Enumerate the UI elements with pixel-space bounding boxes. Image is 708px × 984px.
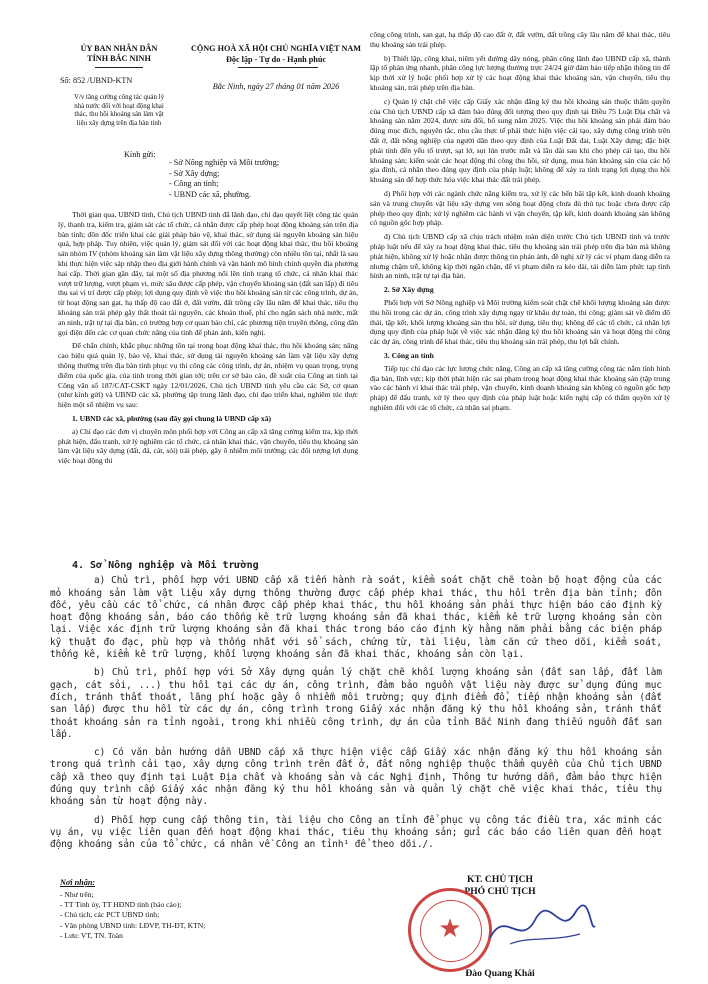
issuing-agency — [60, 44, 178, 64]
subject-line: liệu xây dựng trên địa bàn tỉnh — [76, 119, 162, 127]
motto-underline — [238, 67, 318, 68]
signature-title: KT. CHỦ TỊCH — [466, 874, 533, 885]
national-title: CỘNG HOÀ XÃ HỘI CHỦ NGHĨA VIỆT NAM — [190, 44, 362, 53]
recipient-item: - Sở Nông nghiệp và Môi trường; — [169, 158, 279, 167]
subject-line: nhà nước đối với hoạt động khai — [74, 102, 164, 110]
paragraph: b) Thiết lập, công khai, niêm yết đường dây nóng, phân công lãnh đạo UBND cấp xã, thành lập tổ phản ứng nhanh, phân công lực lượng thường trực 24/24 giờ đảm bảo tiếp nhận thông tin để kịp thời xử lý hoặc phối hợp xử lý các hoạt động khai thác khoáng sản, vận chuyển, tiêu thụ khoáng sản, trái phép trên địa bàn. — [370, 53, 670, 92]
official-seal-stamp: ★ — [408, 888, 492, 972]
paragraph: c) Có văn bản hướng dẫn UBND cấp xã thực hiện việc cấp Giấy xác nhận đăng ký thu hồi khoáng sản trong quá trình cải tạo, xây dựng công trình trên đất ở, đất nông nghiệp thuộc thẩm quyền của Chủ tịch UBND cấp xã theo quy định tại Luật Địa chất và khoáng sản và các Nghị định, Thông tư hướng dẫn, đảm bảo thực hiện đúng quy trình cấp Giấy xác nhận đăng ký thu hồi khoáng sản và quản lý chặt chẽ việc khai thác, tiêu thụ khoáng sản từ hoạt động này. — [50, 747, 662, 808]
paragraph: Phối hợp với Sở Nông nghiệp và Môi trường kiểm soát chặt chẽ khối lượng khoáng sản được thu hồi trong các dự án, công trình xây dựng ngay từ khâu dự toán, thi công; giám sát về điểm đổ thải, tập kết, khối lượng khoáng sản thu hồi, sử dụng, tiêu thụ; không để các tổ chức, cá nhân lợi dụng quy định của pháp luật về việc xác nhận đăng ký thu hồi khoáng sản và hoạt động thi công các dự án, công trình để khai thác, tiêu thụ khoáng sản trái phép, thu lợi bất chính. — [370, 297, 670, 347]
paragraph: đ) Chủ tịch UBND cấp xã chịu trách nhiệm toàn diện trước Chủ tịch UBND tỉnh và trước pháp luật nếu để xảy ra hoạt động khai thác, tiêu thụ khoáng sản trái phép trên địa bàn mà không phát hiện, không xử lý hoặc nhận được thông tin phản ánh, đề nghị xử lý các vi phạm đang diễn ra nhưng chậm trễ, không kịp thời ngăn chặn, để vi phạm diễn ra kéo dài, tái diễn làm phức tạp tình hình an ninh, trật tự tại địa bàn. — [370, 232, 670, 281]
subject-line: thác, thu hồi khoáng sản làm vật — [74, 111, 164, 119]
paragraph: Thời gian qua, UBND tỉnh, Chủ tịch UBND tỉnh đã lãnh đạo, chỉ đạo quyết liệt công tác quản lý, thanh tra, kiểm tra, giám sát các tổ chức, cá nhân được cấp phép hoạt động khoáng sản trên địa bàn tỉnh; đôn đốc triển khai các giải pháp bảo vệ, khai thác, sử dụng tài nguyên khoáng sản hiệu quả, hợp pháp. Tuy nhiên, việc quản lý, giám sát đối với các hoạt động khai thác, thu hồi khoáng sản nhóm IV (nhóm khoáng sản làm vật liệu xây dựng thông thường) còn nhiều tồn tại, nhất là sau khi thực hiện việc sáp nhập theo địa giới hành chính và vận hành mô hình chính quyền địa phương hai cấp. Thời gian gần đây, tại một số địa phương nổi lên tình trạng tổ chức, cá nhân khai thác vượt trữ lượng, vượt phạm vi, mức sâu được cấp phép, vận chuyển khoáng sản (đất san lấp) đi tiêu thụ sai vị trí được cấp phép; lợi dụng quy định về việc thu hồi khoáng sản từ các công trình, dự án, từ hoạt động san gạt, hạ thấp độ cao đất ở, đất vườn, đất trồng cây lâu năm để khai thác, tiêu thụ khoáng sản trái phép gây thất thoát tài nguyên, các khoản thuế, phí cho ngân sách nhà nước, mất an ninh, trật tự tại địa bàn, có trường hợp cơ quan báo chí, các phương tiện truyền thông, công dân gọi điện đến các cơ quan chức năng của tỉnh để phản ánh, kiến nghị. — [58, 210, 358, 337]
section-4 — [50, 560, 662, 852]
signer-name: Đào Quang Khải — [465, 968, 535, 979]
document-subject — [54, 94, 184, 128]
paragraph: công công trình, san gạt, hạ thấp độ cao đất ở, đất vườn, đất trồng cây lâu năm để khai thác, tiêu thụ khoáng sản trái phép. — [370, 30, 670, 49]
footer-recipient: - Lưu: VT, TN. Toàn — [60, 930, 123, 940]
national-motto: Độc lập - Tự do - Hạnh phúc — [225, 55, 327, 64]
recipient-item: - Công an tỉnh; — [169, 179, 219, 189]
recipient-item: - UBND các xã, phường. — [169, 190, 251, 200]
subject-line: V/v tăng cường công tác quản lý — [73, 94, 165, 101]
document-number: Số: 852 /UBND-KTN — [60, 76, 133, 85]
section-heading: 3. Công an tỉnh — [384, 350, 434, 360]
footer-recipients-list — [60, 890, 205, 941]
paragraph: c) Quản lý chặt chẽ việc cấp Giấy xác nhận đăng ký thu hồi khoáng sản thuộc thẩm quyền của Chủ tịch UBND cấp xã đảm bảo đúng đối tượng theo quy định tại Điều 75 Luật Địa chất và khoáng sản năm 2024, được sửa đổi, bổ sung năm 2025. Việc thu hồi khoáng sản phải đảm bảo đúng mục đích, nguyên tắc, nhu cầu thực tế phải thực hiện việc cải tạo, xây dựng công trình trên đất ở, đất nông nghiệp của người dân theo quy định của Luật Đất đai, Luật Xây dựng; đặc biệt phải tính đến yếu tố trượt, sạt lở, sụt lún trước mắt và lâu dài sau khi cho phép cải tạo, thu hồi khoáng sản; kiểm soát các hoạt động thi công thu hồi, sử dụng, mua bán khoáng sản của các hộ gia đình, cá nhân theo đúng quy định của pháp luật; không để xảy ra tình trạng lợi dụng thu hồi khoáng sản để hợp thức hóa việc khai thác đất trái phép. — [370, 96, 670, 185]
footer-recipient: - Chủ tịch, các PCT UBND tỉnh; — [60, 910, 160, 920]
paragraph: Để chấn chỉnh, khắc phục những tồn tại trong hoạt động khai thác, thu hồi khoáng sản; nâng cao hiệu quả quản lý, bảo vệ, khai thác, sử dụng tài nguyên khoáng sản làm vật liệu xây dựng thông thường trên địa bàn tỉnh phục vụ thi công các công trình, dự án, nhiệm vụ quan trọng, trọng điểm của quốc gia, của tỉnh trong thời gian tới; trên cơ sở báo cáo, đề xuất của Công an tỉnh tại Công văn số 187/CAT-CSKT ngày 12/01/2026, Chủ tịch UBND tỉnh yêu cầu các Sở, cơ quan (như kính gửi) và UBND các xã, phường tập trung lãnh đạo, chỉ đạo triển khai, nghiêm túc thực hiện một số nhiệm vụ sau: — [58, 341, 358, 410]
agency-line-1: ỦY BAN NHÂN DÂN — [80, 44, 158, 53]
footer-recipient: - Văn phòng UBND tỉnh: LĐVP, TH-ĐT, KTN; — [60, 920, 206, 930]
footer-recipients-label: Nơi nhận: — [60, 878, 96, 887]
section-heading: 2. Sở Xây dựng — [384, 285, 434, 295]
signature-role: PHÓ CHỦ TỊCH — [464, 886, 536, 897]
agency-underline — [95, 67, 143, 68]
agency-line-2: TỈNH BẮC NINH — [87, 54, 151, 63]
document-date: Bắc Ninh, ngày 27 tháng 01 năm 2026 — [212, 82, 340, 91]
paragraph: Tiếp tục chỉ đạo các lực lượng chức năng, Công an cấp xã tăng cường công tác nắm tình hình địa bàn, lĩnh vực; kịp thời phát hiện các sai phạm trong hoạt động khai thác khoáng sản (tập trung vào các hành vi khai thác trái phép, vận chuyển, kinh doanh khoáng sản không có nguồn gốc hợp pháp) để đấu tranh, xử lý theo quy định của pháp luật hoặc kiến nghị cấp có thẩm quyền xử lý nghiêm đối với các tổ chức, cá nhân sai phạm. — [370, 363, 670, 412]
paragraph: d) Phối hợp với các ngành chức năng kiểm tra, xử lý các bến bãi tập kết, kinh doanh khoáng sản và trung chuyển vật liệu xây dựng ven sông hoạt động chưa đủ thủ tục hoặc chưa được cấp phép theo quy định; xử lý nghiêm các hành vi vận chuyển, tập kết, kinh doanh khoáng sản không có nguồn gốc hợp pháp. — [370, 188, 670, 228]
section-heading: 1. UBND các xã, phường (sau đây gọi chung là UBND cấp xã) — [72, 413, 272, 423]
footer-recipient: - Như trên; — [60, 890, 94, 899]
paragraph: b) Chủ trì, phối hợp với Sở Xây dựng quản lý chặt chẽ khối lượng khoáng sản (đất san lấp, đất làm gạch, cát sỏi, ...) thu hồi tại các dự án, công trình, đảm bảo nguồn vật liệu này được sử dụng đúng mục đích, tránh thất thoát, lãng phí hoặc gây ô nhiễm môi trường; quy định điểm đổ, tiếp nhận khoáng sản (đất san lấp) được thu hồi từ các dự án, công trình trong Giấy xác nhận đăng ký thu hồi khoáng sản, tránh thất thoát khoáng sản ra tỉnh ngoài, trong khi nhiều công trình, dự án của tỉnh Bắc Ninh đang thiếu nguồn đất san lấp. — [50, 667, 662, 740]
footer-recipient: - TT Tỉnh ủy, TT HĐND tỉnh (báo cáo); — [60, 900, 182, 910]
paragraph: d) Phối hợp cung cấp thông tin, tài liệu cho Công an tỉnh để phục vụ công tác điều tra, xác minh các vụ án, vụ việc liên quan đến hoạt động khai thác, tiêu thụ khoáng sản; gửi các báo cáo liên quan đến hoạt động khoáng sản của tổ chức, cá nhân về Công an tỉnh¹ để theo dõi./. — [50, 814, 662, 851]
recipients-label: Kính gửi: — [124, 150, 156, 159]
handwritten-signature — [480, 898, 600, 958]
left-column — [58, 210, 358, 466]
right-column — [370, 30, 670, 413]
section-heading: 4. Sở Nông nghiệp và Môi trường — [72, 560, 259, 571]
paragraph: a) Chủ trì, phối hợp với UBND cấp xã tiến hành rà soát, kiểm soát chặt chẽ toàn bộ hoạt động của các mỏ khoáng sản làm vật liệu xây dựng thông thường được cấp phép khai thác, thu hồi trên địa bàn tỉnh; đôn đốc, yêu cầu các tổ chức, cá nhân được cấp phép khai thác, thu hồi khoáng sản phải thực hiện báo cáo định kỳ hoạt động khoáng sản, báo cáo thống kê trữ lượng khoáng sản đã khai thác, kiểm kê trữ lượng khoáng sản còn lại. Việc xác định trữ lượng khoáng sản đã khai thác trong báo cáo định kỳ hằng năm phải bằng các biện pháp kỹ thuật đo đạc, phù hợp và thống nhất với sổ sách, chứng từ, tài liệu, làm căn cứ theo dõi, kiểm soát, thống kê, kiểm kê trữ lượng, khối lượng khoáng sản đã khai thác, khoáng sản còn lại. — [50, 575, 662, 661]
recipients-list — [169, 158, 279, 201]
paragraph: a) Chỉ đạo các đơn vị chuyên môn phối hợp với Công an cấp xã tăng cường kiểm tra, kịp thời phát hiện, đấu tranh, xử lý nghiêm các tổ chức, cá nhân khai thác, vận chuyển, tiêu thụ khoáng sản làm vật liệu xây dựng (đất, đá, cát, sỏi) trái phép, gây ô nhiễm môi trường; các đối tượng lợi dụng việc hoạt động thi — [58, 426, 358, 466]
recipient-item: - Sở Xây dựng; — [169, 168, 220, 178]
